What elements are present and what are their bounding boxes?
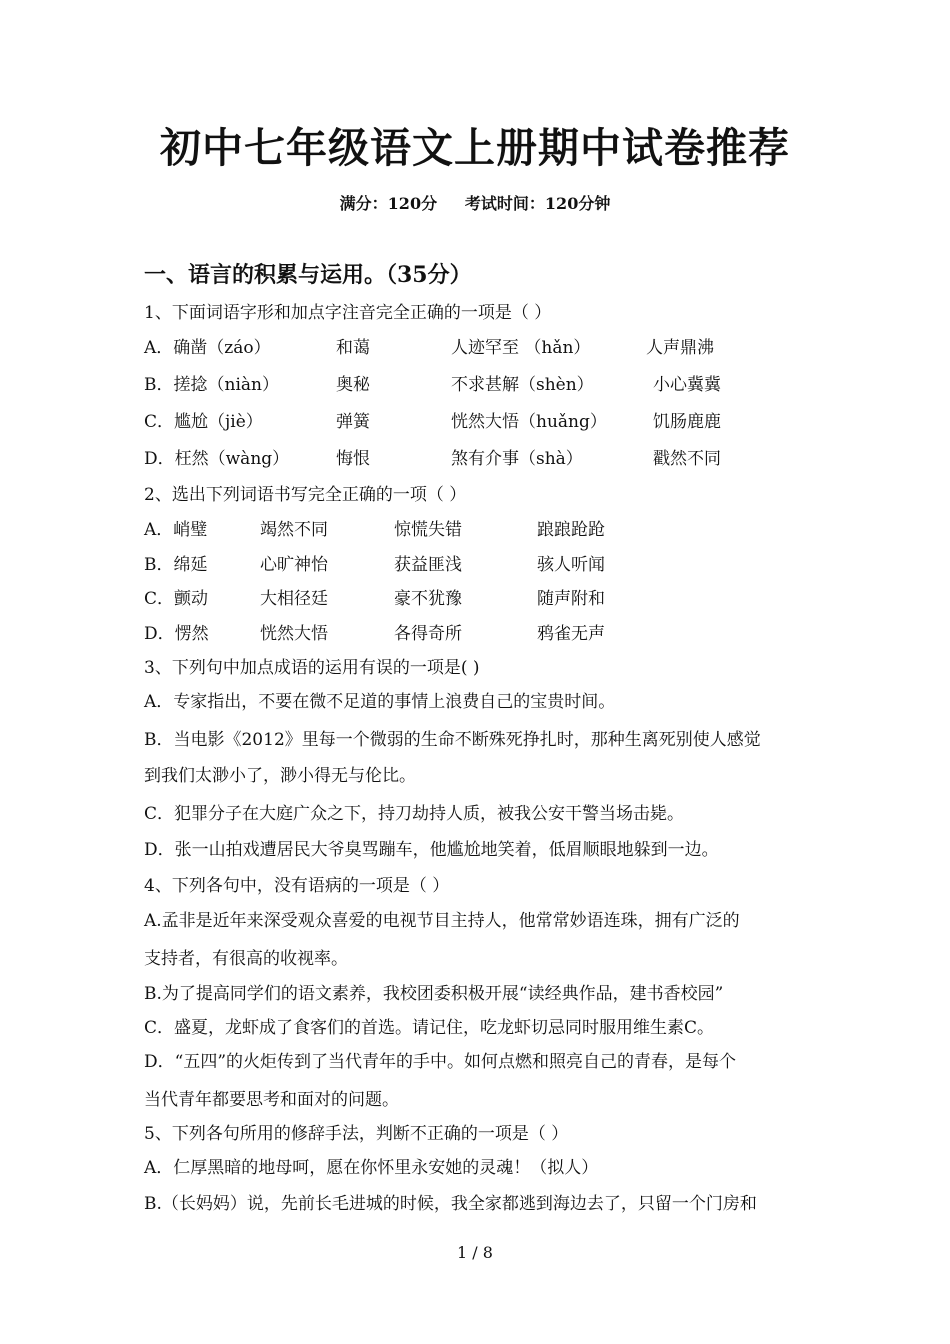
option-cell: 骇人听闻 <box>537 555 605 575</box>
question-4-option-a-line-1: A.孟非是近年来深受观众喜爱的电视节目主持人，他常常妙语连珠，拥有广泛的 <box>144 911 740 931</box>
question-5-stem: 5、下列各句所用的修辞手法，判断不正确的一项是（ ） <box>144 1124 569 1144</box>
question-5-option-a: A．仁厚黑暗的地母呵，愿在你怀里永安她的灵魂！（拟人） <box>144 1158 599 1178</box>
option-cell: 人迹罕至 （hǎn） <box>451 338 591 358</box>
option-cell: 踉踉跄跄 <box>537 520 605 540</box>
option-cell: C．尴尬（jiè） <box>144 412 263 432</box>
question-1-option-d <box>144 446 721 472</box>
question-4-option-c: C．盛夏，龙虾成了食客们的首选。请记住，吃龙虾切忌同时服用维生素C。 <box>144 1018 715 1038</box>
option-cell: 饥肠鹿鹿 <box>653 412 721 432</box>
question-3-option-d: D．张一山拍戏遭居民大爷臭骂蹦车，他尴尬地笑着，低眉顺眼地躲到一边。 <box>144 840 719 860</box>
question-4-option-d-line-1: D．“五四”的火炬传到了当代青年的手中。如何点燃和照亮自己的青春，是每个 <box>144 1052 737 1072</box>
option-cell: 小心冀冀 <box>653 375 721 395</box>
page-number: 1 / 8 <box>457 1243 493 1262</box>
option-cell: 各得奇所 <box>394 624 462 644</box>
question-2-option-b <box>144 552 605 578</box>
option-cell: 戳然不同 <box>653 449 721 469</box>
option-cell: 竭然不同 <box>260 520 328 540</box>
question-4-stem: 4、下列各句中，没有语病的一项是（ ） <box>144 876 450 896</box>
option-cell: 煞有介事（shà） <box>451 449 583 469</box>
option-cell: 悔恨 <box>336 449 370 469</box>
option-cell: A．确凿（záo） <box>144 338 271 358</box>
option-cell: 大相径廷 <box>260 589 328 609</box>
option-cell: 豪不犹豫 <box>394 589 462 609</box>
option-cell: 恍然大悟 <box>260 624 328 644</box>
question-3-stem: 3、下列句中加点成语的运用有误的一项是( ) <box>144 658 480 678</box>
question-3-option-b-line-1: B．当电影《2012》里每一个微弱的生命不断殊死挣扎时，那种生离死别使人感觉 <box>144 730 761 750</box>
question-4-option-d-line-2: 当代青年都要思考和面对的问题。 <box>144 1090 399 1110</box>
question-2-stem: 2、选出下列词语书写完全正确的一项（ ） <box>144 485 467 505</box>
option-cell: B．搓捻（niàn） <box>144 375 279 395</box>
question-5-option-b: B.（长妈妈）说，先前长毛进城的时候，我全家都逃到海边去了，只留一个门房和 <box>144 1194 757 1214</box>
option-cell: B．绵延 <box>144 555 208 575</box>
section-heading: 一、语言的积累与运用。（35分） <box>144 262 472 288</box>
question-1-option-a <box>144 335 714 361</box>
question-4-option-b: B.为了提高同学们的语文素养，我校团委积极开展“读经典作品，建书香校园” <box>144 984 724 1004</box>
option-cell: D．愣然 <box>144 624 209 644</box>
option-cell: D．枉然（wàng） <box>144 449 290 469</box>
question-4-option-a-line-2: 支持者，有很高的收视率。 <box>144 949 348 969</box>
option-cell: 鸦雀无声 <box>537 624 605 644</box>
question-3-option-a: A．专家指出，不要在微不足道的事情上浪费自己的宝贵时间。 <box>144 692 616 712</box>
option-cell: 惊慌失错 <box>394 520 462 540</box>
option-cell: 弹簧 <box>336 412 370 432</box>
option-cell: 不求甚解（shèn） <box>451 375 594 395</box>
question-1-stem: 1、下面词语字形和加点字注音完全正确的一项是（ ） <box>144 303 552 323</box>
exam-info: 满分：120分 考试时间：120分钟 <box>339 194 611 213</box>
question-2-option-c <box>144 586 605 612</box>
page-title: 初中七年级语文上册期中试卷推荐 <box>160 124 790 172</box>
question-3-option-c: C．犯罪分子在大庭广众之下，持刀劫持人质，被我公安干警当场击毙。 <box>144 804 685 824</box>
option-cell: 获益匪浅 <box>394 555 462 575</box>
option-cell: 人声鼎沸 <box>646 338 714 358</box>
option-cell: 随声附和 <box>537 589 605 609</box>
question-1-option-c <box>144 409 721 435</box>
question-2-option-d <box>144 621 605 647</box>
question-1-option-b <box>144 372 721 398</box>
option-cell: 和蔼 <box>336 338 370 358</box>
question-2-option-a <box>144 517 605 543</box>
option-cell: C．颤动 <box>144 589 209 609</box>
option-cell: 恍然大悟（huǎng） <box>451 412 607 432</box>
option-cell: 心旷神怡 <box>260 555 328 575</box>
question-3-option-b-line-2: 到我们太渺小了，渺小得无与伦比。 <box>144 766 416 786</box>
option-cell: 奥秘 <box>336 375 370 395</box>
option-cell: A．峭璧 <box>144 520 208 540</box>
